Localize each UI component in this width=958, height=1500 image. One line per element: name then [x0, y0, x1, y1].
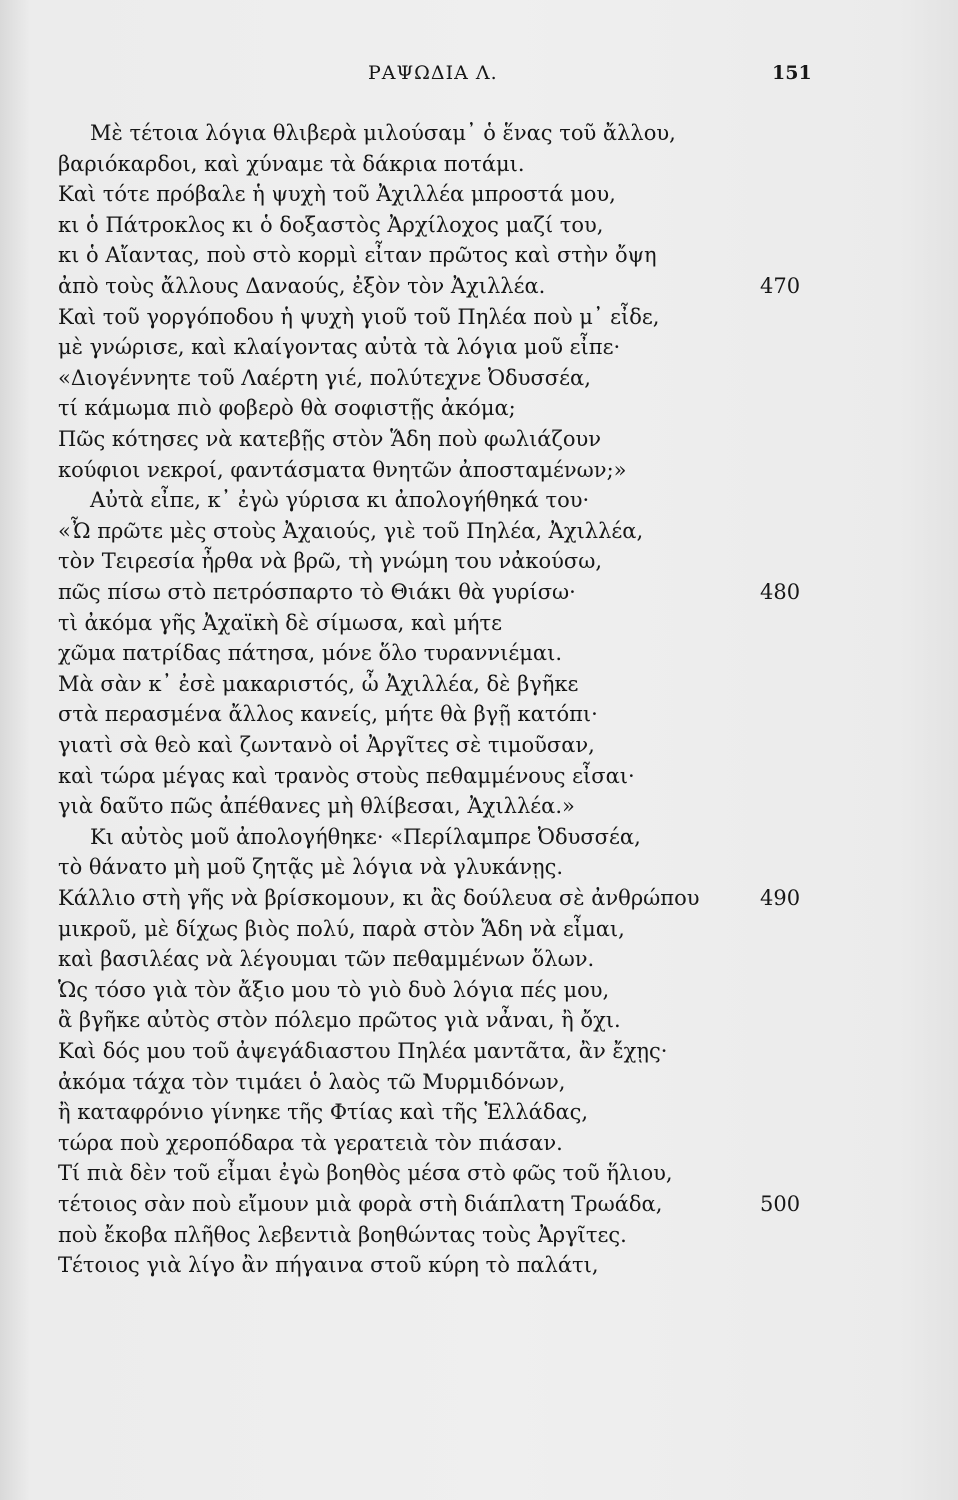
verse-line: ποὺ ἔκοβα πλῆθος λεβεντιὰ βοηθώντας τοὺς Ἀργῖτες. [58, 1223, 627, 1247]
line-number: 500 [760, 1192, 801, 1216]
verse-line: Μὰ σὰν κ᾽ ἐσὲ μακαριστός, ὦ Ἀχιλλέα, δὲ βγῆκε [58, 672, 579, 696]
verse-line: ἢ καταφρόνιο γίνηκε τῆς Φτίας καὶ τῆς Ἑλλάδας, [58, 1100, 589, 1124]
page-header [0, 62, 958, 92]
verse-line: τὶ ἀκόμα γῆς Ἀχαϊκὴ δὲ σίμωσα, καὶ μήτε [58, 611, 502, 635]
verse-line: γιατὶ σὰ θεὸ καὶ ζωντανὸ οἱ Ἀργῖτες σὲ τιμοῦσαν, [58, 733, 595, 757]
verse-line: στὰ περασμένα ἄλλος κανείς, μήτε θὰ βγῇ κατόπι· [58, 702, 598, 726]
page-number: 151 [772, 62, 812, 84]
line-number: 480 [760, 580, 801, 604]
verse-line: Μὲ τέτοια λόγια θλιβερὰ μιλούσαμ᾽ ὁ ἕνας τοῦ ἄλλου, [90, 121, 676, 145]
verse-line: κι ὁ Πάτροκλος κι ὁ δοξαστὸς Ἀρχίλοχος μαζί του, [58, 213, 604, 237]
verse-line: κούφιοι νεκροί, φαντάσματα θνητῶν ἀποσταμένων;» [58, 458, 627, 482]
running-title: ΡΑΨΩΔΙΑ Λ. [368, 62, 498, 84]
verse-line: χῶμα πατρίδας πάτησα, μόνε ὅλο τυραννιέμαι. [58, 641, 563, 665]
verse-line: τὸ θάνατο μὴ μοῦ ζητᾷς μὲ λόγια νὰ γλυκάνῃς. [58, 855, 564, 879]
verse-line: ἀκόμα τάχα τὸν τιμάει ὁ λαὸς τῶ Μυρμιδόνων, [58, 1070, 566, 1094]
verse-line: τέτοιος σὰν ποὺ εἴμουν μιὰ φορὰ στὴ διάπλατη Τρωάδα, [58, 1192, 663, 1216]
verse-line: Ὡς τόσο γιὰ τὸν ἄξιο μου τὸ γιὸ δυὸ λόγια πές μου, [58, 978, 610, 1002]
verse-line: τί κάμωμα πιὸ φοβερὸ θὰ σοφιστῇς ἀκόμα; [58, 396, 516, 420]
verse-line: «Διογέννητε τοῦ Λαέρτη γιέ, πολύτεχνε Ὀδυσσέα, [58, 366, 591, 390]
verse-line: Κι αὐτὸς μοῦ ἀπολογήθηκε· «Περίλαμπρε Ὀδυσσέα, [90, 825, 641, 849]
verse-line: πῶς πίσω στὸ πετρόσπαρτο τὸ Θιάκι θὰ γυρίσω· [58, 580, 576, 604]
verse-line: «Ὦ πρῶτε μὲς στοὺς Ἀχαιούς, γιὲ τοῦ Πηλέα, Ἀχιλλέα, [58, 519, 644, 543]
verse-line: Κάλλιο στὴ γῆς νὰ βρίσκομουν, κι ἂς δούλευα σὲ ἀνθρώπου [58, 886, 700, 910]
verse-line: μὲ γνώρισε, καὶ κλαίγοντας αὐτὰ τὰ λόγια μοῦ εἶπε· [58, 335, 621, 359]
verse-line: τὸν Τειρεσία ἦρθα νὰ βρῶ, τὴ γνώμη του νἀκούσω, [58, 549, 603, 573]
verse-line: καὶ βασιλέας νὰ λέγουμαι τῶν πεθαμμένων ὅλων. [58, 947, 595, 971]
line-number: 490 [760, 886, 801, 910]
verse-line: γιὰ δαῦτο πῶς ἀπέθανες μὴ θλίβεσαι, Ἀχιλλέα.» [58, 794, 575, 818]
verse-line: καὶ τώρα μέγας καὶ τρανὸς στοὺς πεθαμμένους εἶσαι· [58, 764, 635, 788]
verse-line: Πῶς κότησες νὰ κατεβῇς στὸν Ἅδη ποὺ φωλιάζουν [58, 427, 602, 451]
verse-line: ἂ βγῆκε αὐτὸς στὸν πόλεμο πρῶτος γιὰ νἆναι, ἢ ὄχι. [58, 1008, 621, 1032]
line-number: 470 [760, 274, 801, 298]
verse-line: Τί πιὰ δὲν τοῦ εἶμαι ἐγὼ βοηθὸς μέσα στὸ φῶς τοῦ ἥλιου, [58, 1161, 673, 1185]
verse-line: Τέτοιος γιὰ λίγο ἂν πήγαινα στοῦ κύρη τὸ παλάτι, [58, 1253, 599, 1277]
verse-line: Καὶ τότε πρόβαλε ἡ ψυχὴ τοῦ Ἀχιλλέα μπροστά μου, [58, 182, 616, 206]
verse-line: κι ὁ Αἴαντας, ποὺ στὸ κορμὶ εἶταν πρῶτος καὶ στὴν ὄψη [58, 243, 657, 267]
verse-line: βαριόκαρδοι, καὶ χύναμε τὰ δάκρια ποτάμι. [58, 152, 525, 176]
verse-line: ἀπὸ τοὺς ἄλλους Δαναούς, ἐξὸν τὸν Ἀχιλλέα. [58, 274, 546, 298]
verse-line: μικροῦ, μὲ δίχως βιὸς πολύ, παρὰ στὸν Ἅδη νὰ εἶμαι, [58, 917, 625, 941]
verse-line: Καὶ τοῦ γοργόποδου ἡ ψυχὴ γιοῦ τοῦ Πηλέα ποὺ μ᾽ εἶδε, [58, 305, 660, 329]
verse-line: Καὶ δός μου τοῦ ἀψεγάδιαστου Πηλέα μαντᾶτα, ἂν ἔχῃς· [58, 1039, 668, 1063]
verse-line: Αὐτὰ εἶπε, κ᾽ ἐγὼ γύρισα κι ἀπολογήθηκά του· [90, 488, 590, 512]
verse-line: τώρα ποὺ χεροπόδαρα τὰ γερατειὰ τὸν πιάσαν. [58, 1131, 563, 1155]
